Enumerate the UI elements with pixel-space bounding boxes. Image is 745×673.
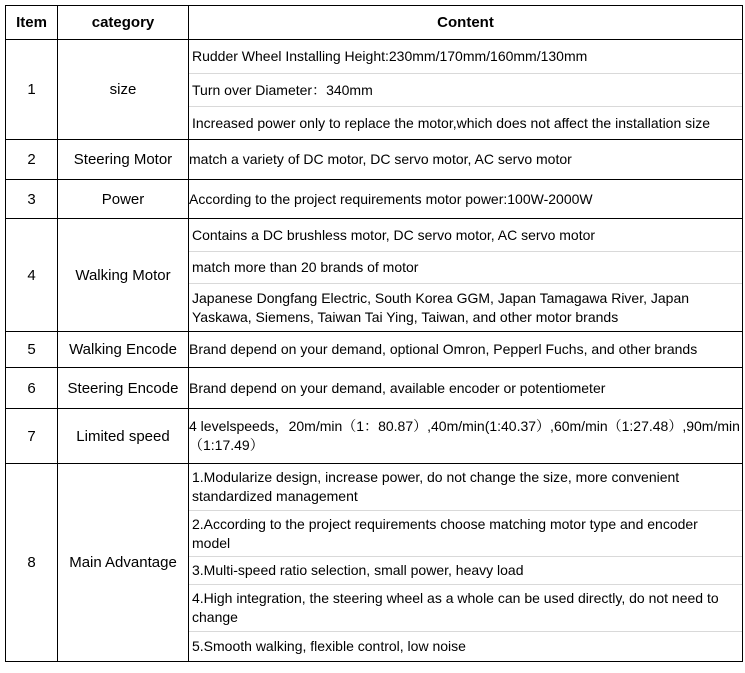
- content-line: Turn over Diameter：340mm: [189, 73, 742, 106]
- content-cell: match a variety of DC motor, DC servo motor, AC servo motor: [189, 140, 743, 180]
- item-number: 1: [6, 40, 58, 140]
- table-row: [6, 332, 743, 368]
- table-row: [6, 409, 743, 464]
- category-cell: Steering Motor: [58, 140, 189, 180]
- category-cell: Walking Encode: [58, 332, 189, 368]
- header-category: category: [58, 6, 189, 40]
- category-cell: Main Advantage: [58, 464, 189, 662]
- category-cell: size: [58, 40, 189, 140]
- content-cell: Brand depend on your demand, available encoder or potentiometer: [189, 368, 743, 409]
- content-line: Increased power only to replace the motor,which does not affect the installation size: [189, 106, 742, 139]
- content-line: Japanese Dongfang Electric, South Korea GGM, Japan Tamagawa River, Japan Yaskawa, Siemens, Taiwan Tai Ying, Taiwan, and other motor brands: [189, 283, 742, 331]
- table-row: [6, 368, 743, 409]
- content-line: 3.Multi-speed ratio selection, small power, heavy load: [189, 556, 742, 584]
- content-line: 4.High integration, the steering wheel as a whole can be used directly, do not need to change: [189, 584, 742, 631]
- table-row: [6, 40, 743, 140]
- item-number: 5: [6, 332, 58, 368]
- table-row: [6, 464, 743, 662]
- content-cell: According to the project requirements motor power:100W-2000W: [189, 180, 743, 219]
- content-cell: 4 levelspeeds，20m/min（1：80.87）,40m/min(1:40.37）,60m/min（1:27.48）,90m/min（1:17.49）: [189, 409, 743, 464]
- table-row: [6, 140, 743, 180]
- content-line: Contains a DC brushless motor, DC servo motor, AC servo motor: [192, 226, 596, 243]
- item-number: 2: [6, 140, 58, 180]
- item-number: 4: [6, 219, 58, 332]
- table-row: [6, 219, 743, 332]
- spec-table: [5, 5, 743, 662]
- content-line: 1.Modularize design, increase power, do not change the size, more convenient standardized management: [192, 469, 680, 504]
- header-row: [6, 6, 743, 40]
- header-item: Item: [6, 6, 58, 40]
- header-content: Content: [189, 6, 743, 40]
- content-line: 5.Smooth walking, flexible control, low noise: [189, 631, 742, 661]
- item-number: 7: [6, 409, 58, 464]
- content-cell: Brand depend on your demand, optional Omron, Pepperl Fuchs, and other brands: [189, 332, 743, 368]
- item-number: 6: [6, 368, 58, 409]
- category-cell: Walking Motor: [58, 219, 189, 332]
- content-cell: [189, 219, 743, 332]
- table-row: [6, 180, 743, 219]
- content-cell: [189, 464, 743, 662]
- content-line: Rudder Wheel Installing Height:230mm/170mm/160mm/130mm: [192, 48, 588, 64]
- content-line: match more than 20 brands of motor: [189, 251, 742, 283]
- item-number: 8: [6, 464, 58, 662]
- content-line: 2.According to the project requirements choose matching motor type and encoder model: [189, 510, 742, 556]
- category-cell: Steering Encode: [58, 368, 189, 409]
- category-cell: Power: [58, 180, 189, 219]
- category-cell: Limited speed: [58, 409, 189, 464]
- content-cell: [189, 40, 743, 140]
- item-number: 3: [6, 180, 58, 219]
